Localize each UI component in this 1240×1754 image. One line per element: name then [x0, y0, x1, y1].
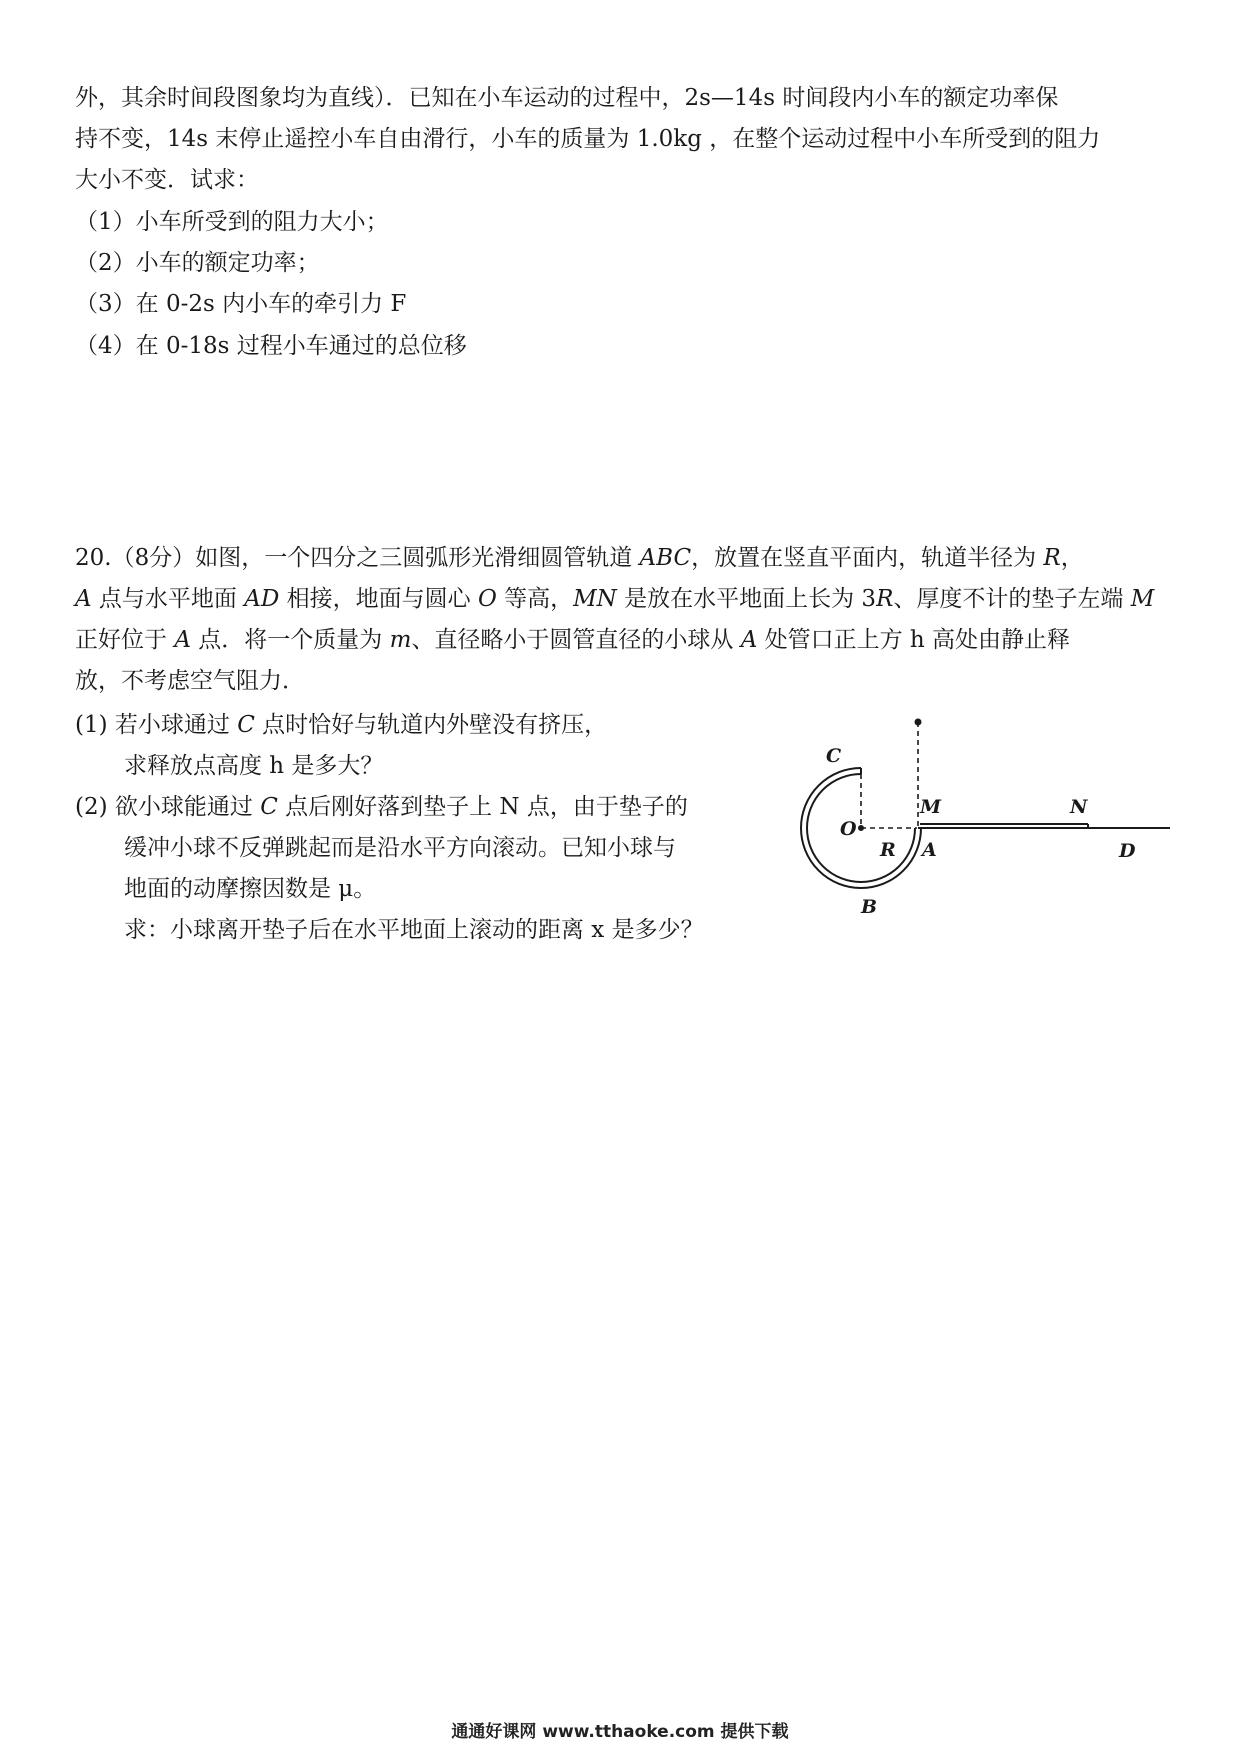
label-b: B	[861, 896, 878, 918]
q20-text-italic: R	[876, 586, 894, 612]
q20-part1-line-1	[75, 710, 607, 740]
q20-text-italic: A	[75, 586, 92, 612]
q20-part2-line-3: 地面的动摩擦因数是 μ。	[124, 876, 377, 902]
q20-line-3	[75, 625, 1070, 655]
q20-text: (1) 若小球通过	[75, 712, 238, 738]
q20-text: 处管口正上方 h 高处由静止释	[757, 627, 1071, 653]
q20-text-italic: MN	[573, 586, 617, 612]
q20-text-italic: C	[260, 794, 278, 820]
q20-text-italic: R	[1043, 545, 1061, 571]
q20-text: ，	[1060, 545, 1084, 571]
q20-text: 相接，地面与圆心	[279, 586, 478, 612]
q20-text: 等高，	[496, 586, 574, 612]
q20-text: 点．将一个质量为	[190, 627, 390, 653]
q20-text-italic: A	[174, 627, 191, 653]
q19-item-4: （4）在 0-18s 过程小车通过的总位移	[75, 333, 467, 359]
page-footer: 通通好课网 www.tthaoke.com 提供下载	[451, 1722, 789, 1742]
q20-text-italic: ABC	[639, 545, 692, 571]
q20-text-italic: O	[477, 586, 497, 612]
release-point	[915, 719, 922, 726]
q19-line-2: 持不变，14s 末停止遥控小车自由滑行，小车的质量为 1.0kg ，在整个运动过程中小车所受到的阻力	[75, 126, 1101, 152]
q20-text: 点与水平地面	[91, 586, 245, 612]
label-d: D	[1119, 840, 1136, 862]
q20-text: 点后刚好落到垫子上 N 点，由于垫子的	[277, 794, 688, 820]
q20-text-italic: m	[389, 627, 412, 653]
q20-text-italic: M	[1130, 586, 1155, 612]
label-a: A	[922, 839, 937, 861]
q20-text: 点时恰好与轨道内外壁没有挤压，	[254, 712, 608, 738]
q19-line-1: 外，其余时间段图象均为直线）．已知在小车运动的过程中，2s—14s 时间段内小车的额定功率保	[75, 85, 1059, 111]
q20-text: 、厚度不计的垫子左端	[893, 586, 1131, 612]
q20-text: 是放在水平地面上长为 3	[616, 586, 877, 612]
q20-text: (2) 欲小球能通过	[75, 794, 261, 820]
q19-line-3: 大小不变．试求：	[75, 167, 259, 193]
q20-part2-line-1	[75, 792, 688, 822]
label-n: N	[1070, 796, 1088, 818]
q20-text: ，放置在竖直平面内，轨道半径为	[691, 545, 1044, 571]
q20-part1-line-2: 求释放点高度 h 是多大？	[124, 753, 384, 779]
q20-text: 正好位于	[75, 627, 175, 653]
q20-part2-line-2: 缓冲小球不反弹跳起而是沿水平方向滚动。已知小球与	[124, 835, 676, 861]
q20-text-italic: A	[740, 627, 758, 653]
q20-line-1	[75, 543, 1084, 573]
label-c: C	[826, 745, 842, 767]
q20-text: 、直径略小于圆管直径的小球从	[411, 627, 741, 653]
q20-line-4: 放，不考虑空气阻力．	[75, 668, 305, 694]
q20-line-2	[75, 584, 1154, 614]
label-o: O	[840, 818, 857, 840]
q19-item-1: （1）小车所受到的阻力大小；	[75, 209, 389, 235]
q19-item-2: （2）小车的额定功率；	[75, 250, 320, 276]
track-diagram	[780, 700, 1180, 940]
q20-part2-line-4: 求：小球离开垫子后在水平地面上滚动的距离 x 是多少？	[124, 917, 704, 943]
q20-text: 20.（8分）如图，一个四分之三圆弧形光滑细圆管轨道	[75, 545, 640, 571]
q20-text-italic: C	[237, 712, 255, 738]
center-point-o	[858, 825, 864, 831]
q20-text-italic: AD	[244, 586, 280, 612]
label-m: M	[920, 796, 942, 818]
label-r: R	[880, 839, 896, 861]
q19-item-3: （3）在 0-2s 内小车的牵引力 F	[75, 291, 407, 317]
